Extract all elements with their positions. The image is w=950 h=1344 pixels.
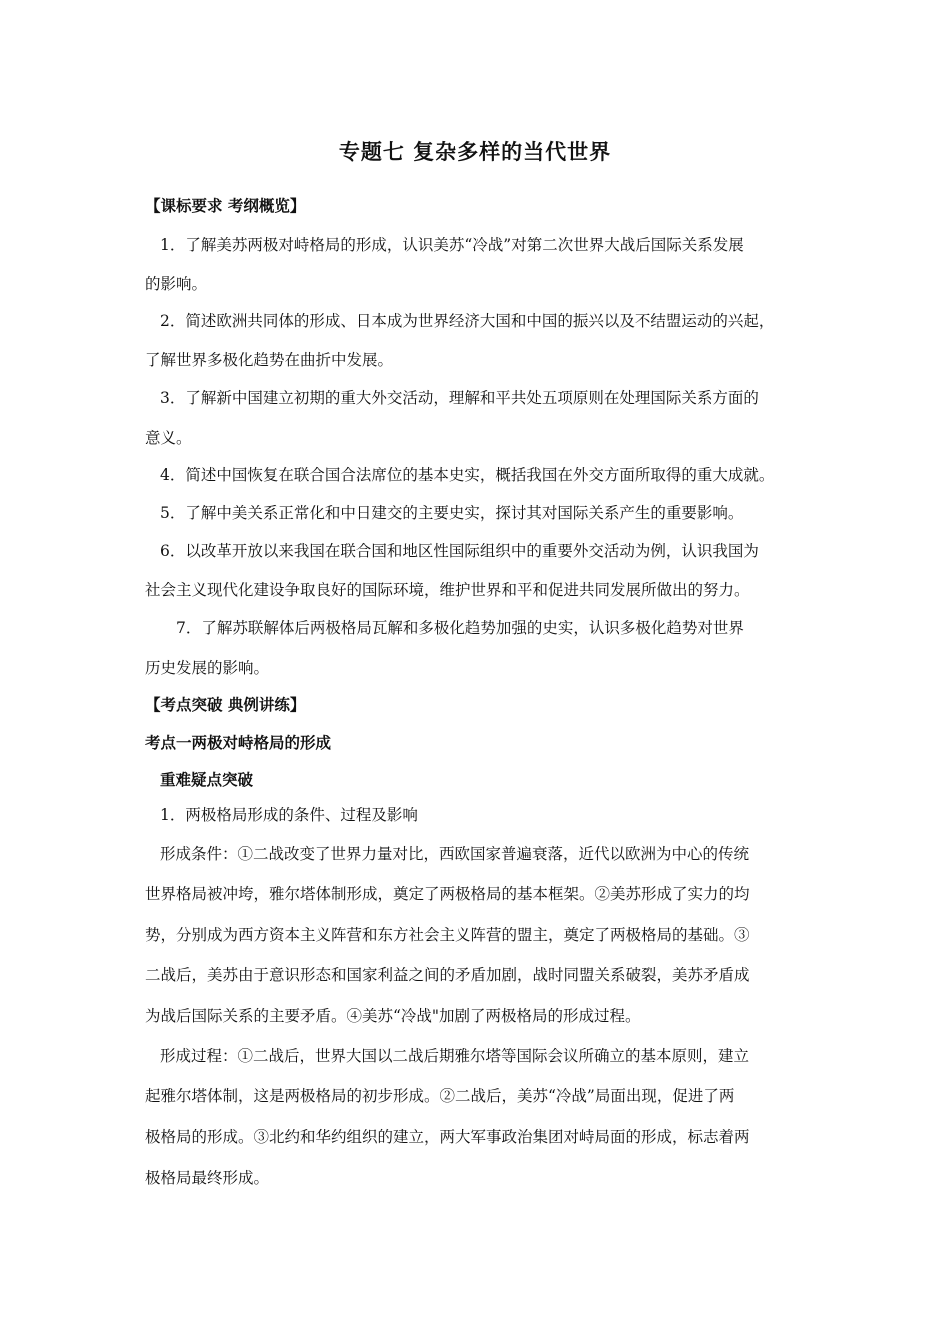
requirement-line: 4．简述中国恢复在联合国合法席位的基本史实，概括我国在外交方面所取得的重大成就。: [160, 466, 775, 484]
requirement-line: 7．了解苏联解体后两极格局瓦解和多极化趋势加强的史实，认识多极化趋势对世界: [176, 619, 744, 637]
point-heading: 1．两极格局形成的条件、过程及影响: [160, 806, 418, 824]
conditions-line: 势，分别成为西方资本主义阵营和东方社会主义阵营的盟主，奠定了两极格局的基础。③: [145, 926, 750, 944]
requirement-line: 2．简述欧洲共同体的形成、日本成为世界经济大国和中国的振兴以及不结盟运动的兴起，: [160, 312, 775, 330]
requirement-line: 意义。: [145, 429, 192, 447]
section-heading-breakthrough: 【考点突破 典例讲练】: [145, 695, 306, 714]
page-title: 专题七 复杂多样的当代世界: [338, 139, 612, 164]
process-line: 形成过程：①二战后，世界大国以二战后期雅尔塔等国际会议所确立的基本原则，建立: [160, 1047, 750, 1065]
section-heading-requirements: 【课标要求 考纲概览】: [145, 196, 306, 215]
conditions-line: 二战后，美苏由于意识形态和国家利益之间的矛盾加剧，战时同盟关系破裂，美苏矛盾成: [145, 966, 750, 984]
requirement-line: 5．了解中美关系正常化和中日建交的主要史实，探讨其对国际关系产生的重要影响。: [160, 504, 744, 522]
process-line: 起雅尔塔体制，这是两极格局的初步形成。②二战后，美苏“冷战”局面出现，促进了两: [145, 1087, 735, 1105]
requirement-line: 3．了解新中国建立初期的重大外交活动，理解和平共处五项原则在处理国际关系方面的: [160, 389, 759, 407]
conditions-line: 形成条件：①二战改变了世界力量对比，西欧国家普遍衰落，近代以欧洲为中心的传统: [160, 845, 750, 863]
requirement-line: 1．了解美苏两极对峙格局的形成，认识美苏“冷战”对第二次世界大战后国际关系发展: [160, 236, 744, 254]
requirement-line: 6．以改革开放以来我国在联合国和地区性国际组织中的重要外交活动为例，认识我国为: [160, 542, 759, 560]
requirement-line: 社会主义现代化建设争取良好的国际环境，维护世界和平和促进共同发展所做出的努力。: [145, 581, 750, 599]
process-line: 极格局最终形成。: [145, 1169, 270, 1187]
process-line: 极格局的形成。③北约和华约组织的建立，两大军事政治集团对峙局面的形成，标志着两: [145, 1128, 750, 1146]
requirement-line: 了解世界多极化趋势在曲折中发展。: [145, 351, 394, 369]
requirement-line: 的影响。: [145, 275, 208, 293]
subheading: 重难疑点突破: [160, 770, 254, 789]
requirement-line: 历史发展的影响。: [145, 659, 270, 677]
conditions-line: 世界格局被冲垮，雅尔塔体制形成，奠定了两极格局的基本框架。②美苏形成了实力的均: [145, 885, 750, 903]
topic-heading: 考点一两极对峙格局的形成: [145, 733, 332, 752]
conditions-line: 为战后国际关系的主要矛盾。④美苏“冷战"加剧了两极格局的形成过程。: [145, 1007, 641, 1025]
